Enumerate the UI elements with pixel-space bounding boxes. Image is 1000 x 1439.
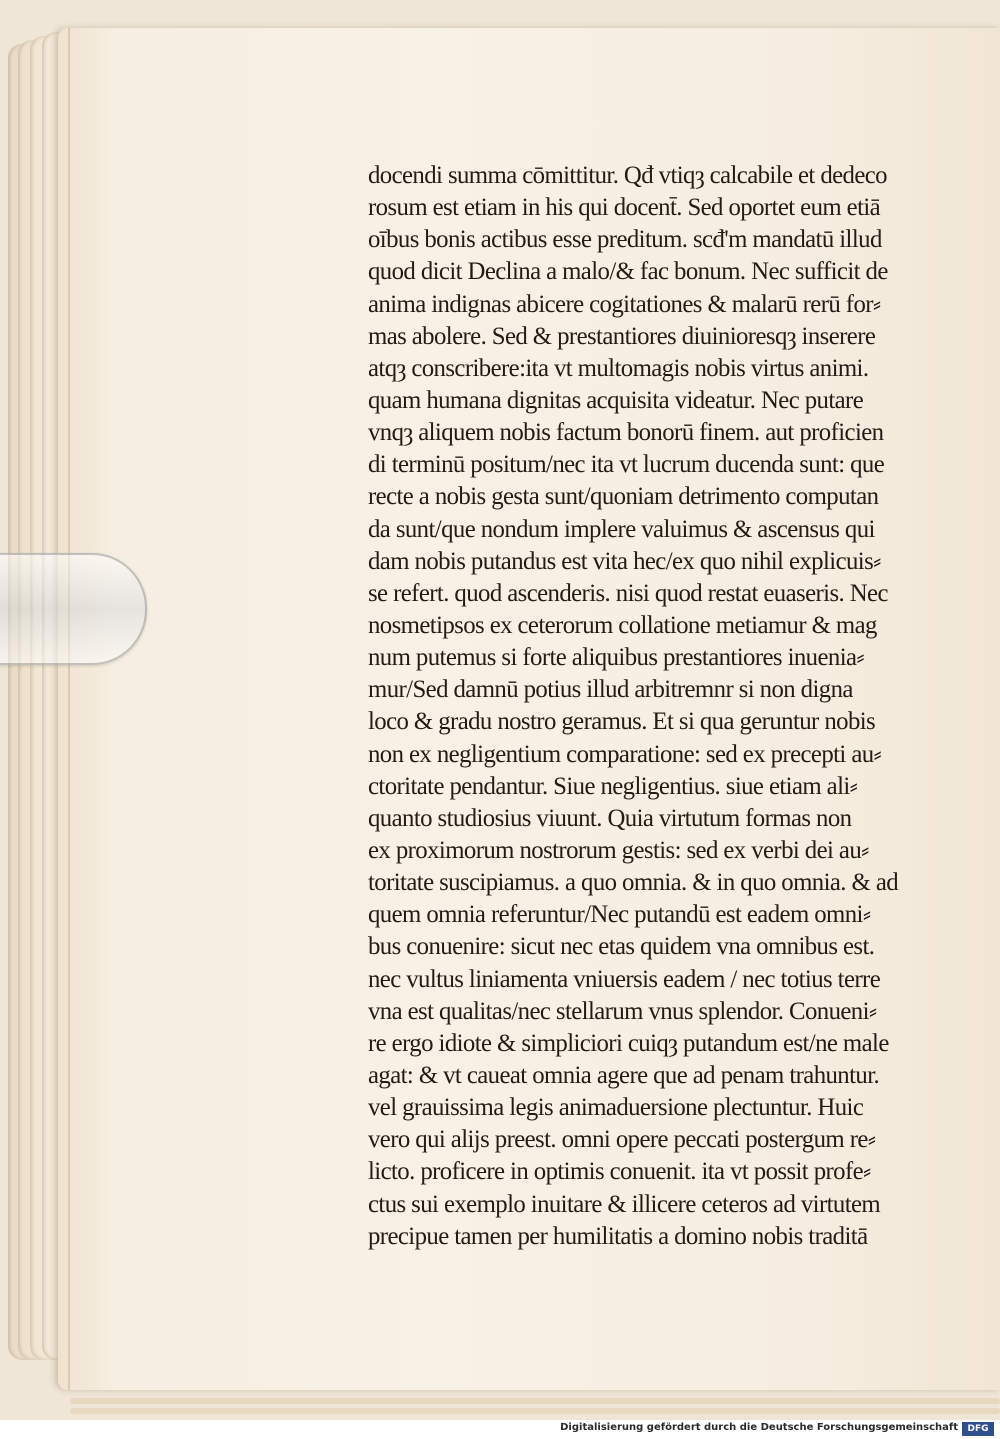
text-line: bus conuenire: sicut nec etas quidem vna omnibus est. [368,933,875,961]
text-line: toritate suscipiamus. a quo omnia. & in quo omnia. & ad [368,869,899,897]
text-line: mur/Sed damnū potius illud arbitremnr si non digna [368,676,853,704]
text-line: vna est qualitas/nec stellarum vnus splendor. Conueni⸗ [368,997,877,1025]
text-line: vero qui alijs preest. omni opere peccati postergum re⸗ [368,1126,876,1154]
text-line: quam humana dignitas acquisita videatur. Nec putare [368,386,864,414]
text-line: ctoritate pendantur. Siue negligentius. siue etiam ali⸗ [368,772,858,800]
text-line: mas abolere. Sed & prestantiores diuinioresqȝ inserere [368,322,876,350]
text-line: atqȝ conscribere:ita vt multomagis nobis virtus animi. [368,354,869,382]
text-line: quanto studiosius viuunt. Quia virtutum formas non [368,804,852,832]
text-line: agat: & vt caueat omnia agere que ad penam trahuntur. [368,1061,880,1089]
bottom-page-edge [70,1408,1000,1414]
text-line: non ex negligentium comparatione: sed ex precepti au⸗ [368,740,882,768]
bottom-page-edge [70,1398,1000,1404]
text-line: nosmetipsos ex ceterorum collatione metiamur & mag [368,611,877,639]
text-line: ctus sui exemplo inuitare & illicere ceteros ad virtutem [368,1190,881,1218]
text-line: se refert. quod ascenderis. nisi quod restat euaseris. Nec [368,579,888,607]
text-line: rosum est etiam in his qui docent̄. Sed oportet eum etiā [368,194,881,222]
text-line: dam nobis putandus est vita hec/ex quo nihil explicuis⸗ [368,547,881,575]
text-line: licto. proficere in optimis conuenit. ita vt possit profe⸗ [368,1158,871,1186]
text-line: re ergo idiote & simpliciori cuiqȝ putandum est/ne male [368,1029,889,1057]
text-line: quod dicit Declina a malo/& fac bonum. Nec sufficit de [368,258,888,286]
text-line: recte a nobis gesta sunt/quoniam detrimento computan [368,483,879,511]
text-line: num putemus si forte aliquibus prestantiores inuenia⸗ [368,644,865,672]
text-line: vel grauissima legis animaduersione plectuntur. Huic [368,1094,864,1122]
footer-bar [0,1420,1000,1439]
text-line: oībus bonis actibus esse preditum. scđ'm mandatū illud [368,226,882,254]
text-line: vnqȝ aliquem nobis factum bonorū finem. aut proficien [368,419,884,447]
funding-credit: Digitalisierung gefördert durch die Deutsche Forschungsgemeinschaft [560,1422,958,1433]
text-line: nec vultus liniamenta vniuersis eadem / nec totius terre [368,965,881,993]
text-line: quem omnia referuntur/Nec putandū est eadem omni⸗ [368,901,871,929]
text-line: da sunt/que nondum implere valuimus & ascensus qui [368,515,875,543]
text-line: loco & gradu nostro geramus. Et si qua geruntur nobis [368,708,876,736]
text-line: anima indignas abicere cogitationes & malarū rerū for⸗ [368,290,881,318]
text-line: precipue tamen per humilitatis a domino nobis traditā [368,1222,868,1250]
text-line: docendi summa cōmittitur. Qđ vtiqȝ calcabile et dedeco [368,162,888,189]
text-block [368,160,998,1253]
text-line: ex proximorum nostrorum gestis: sed ex verbi dei au⸗ [368,836,869,864]
dfg-logo-icon: DFG [962,1422,994,1436]
text-line: di terminū positum/nec ita vt lucrum ducenda sunt: que [368,451,885,479]
book-page [58,28,1000,1390]
bookmark-strip [0,553,147,665]
